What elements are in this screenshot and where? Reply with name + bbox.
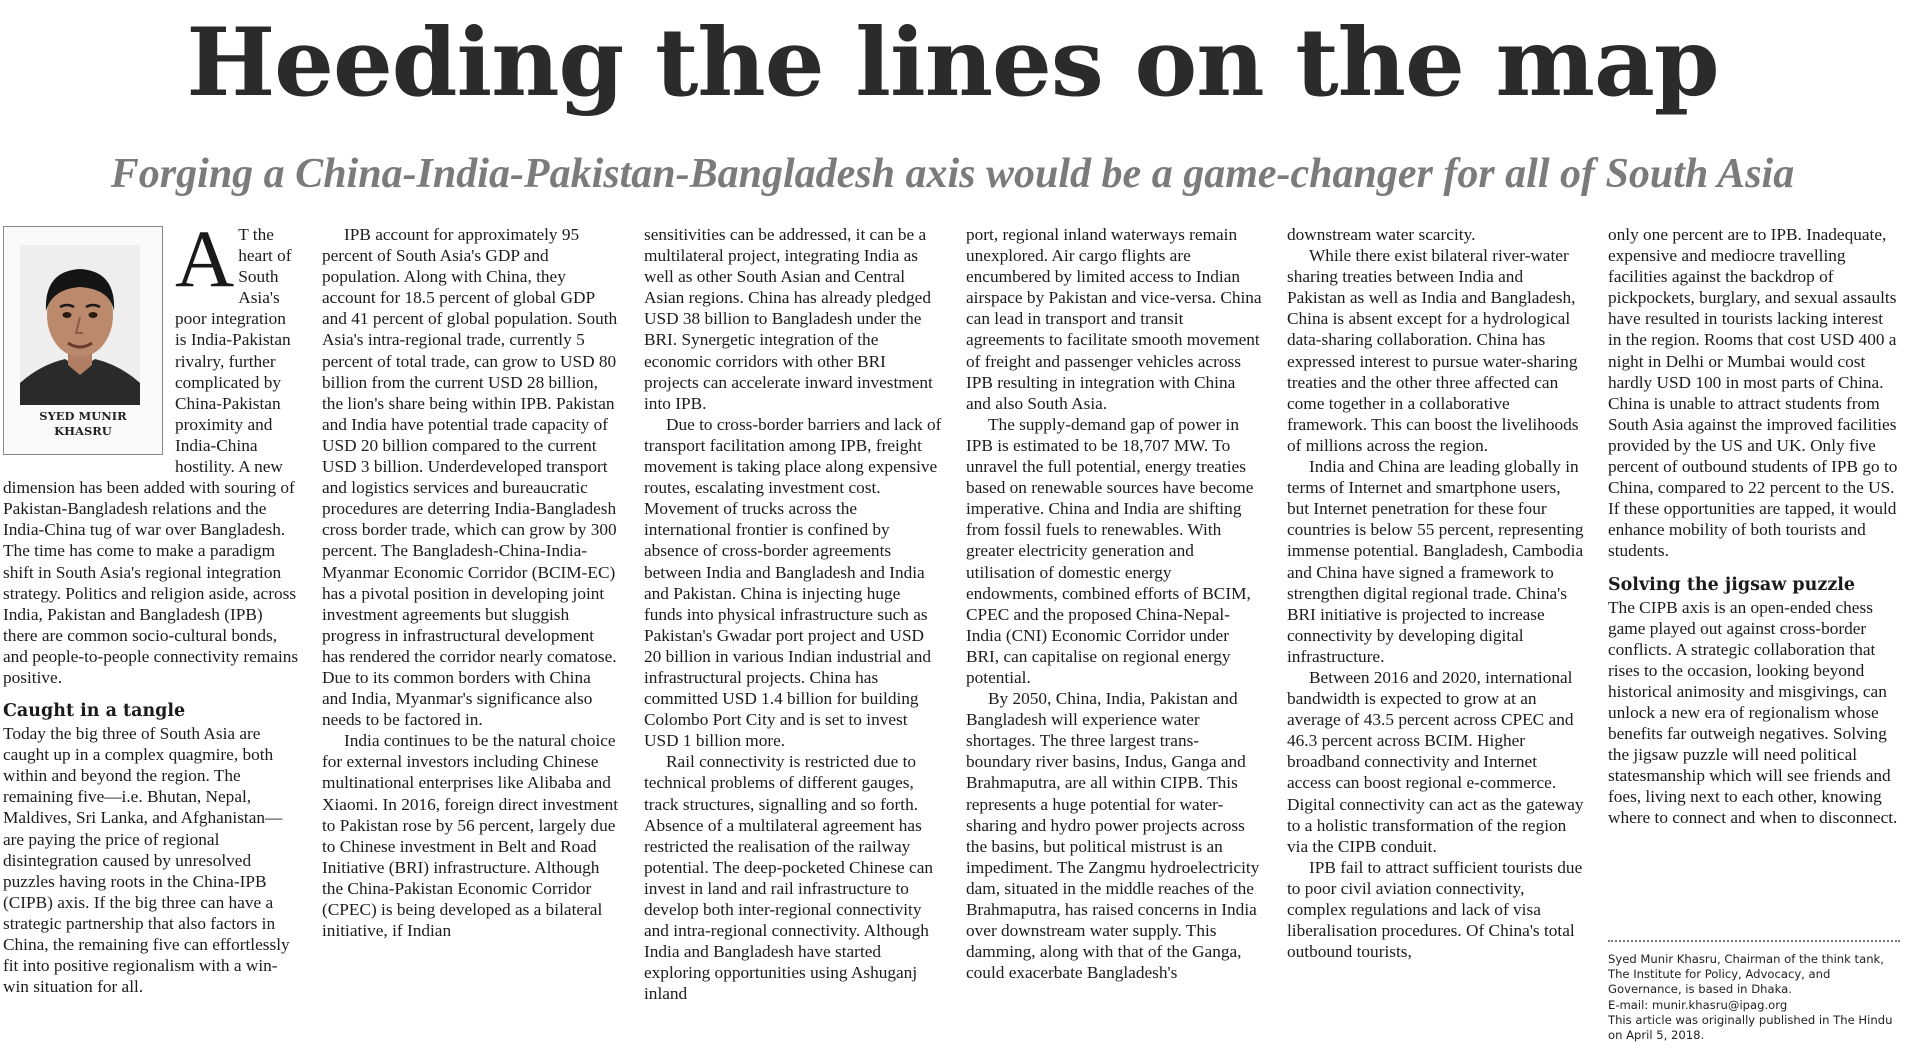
article-column-4 bbox=[966, 224, 1264, 983]
paragraph: port, regional inland waterways remain unexplored. Air cargo flights are encumbered by limited access to Indian airspace by Pakistan and vice-versa. China can lead in transport and transit agreements to facilitate smooth movement of freight and passenger vehicles across IPB resulting in integration with China and also South Asia. bbox=[966, 225, 1262, 413]
paragraph: only one percent are to IPB. Inadequate, expensive and mediocre travelling facilities against the backdrop of pickpockets, burglary, and sexual assaults have resulted in tourists lacking interest in the region. Rooms that cost USD 400 a night in Delhi or Mumbai would cost hardly USD 100 in most parts of China. China is unable to attract students from South Asia against the improved facilities provided by the US and UK. Only five percent of outbound students of IPB go to China, compared to 22 percent to the US. If these opportunities are tapped, it would enhance mobility of both tourists and students. bbox=[1608, 225, 1898, 561]
article-column-3 bbox=[644, 224, 942, 1004]
author-caption bbox=[4, 409, 162, 439]
author-photo bbox=[20, 245, 140, 405]
paragraph: While there exist bilateral river-water sharing treaties between India and Pakistan as well as India and Bangladesh, China is absent except for a hydrological data-sharing collaboration. China has expressed interest to pursue water-sharing treaties and the other three affected can come together in a collaborative framework. This can boost the livelihoods of millions across the region. bbox=[1287, 246, 1579, 455]
publication-note: This article was originally published in The Hindu on April 5, 2018. bbox=[1608, 1012, 1893, 1043]
paragraph: downstream water scarcity. bbox=[1287, 225, 1476, 244]
author-bio bbox=[1608, 940, 1900, 1043]
paragraph: India and China are leading globally in terms of Internet and smartphone users, but Internet penetration for these four countries is below 55 percent, representing immense potential. Bangladesh, Cambodia and China have signed a framework to strengthen digital regional trade. China's BRI initiative is projected to increase connectivity by developing digital infrastructure. bbox=[1287, 457, 1584, 666]
article-column-2 bbox=[322, 224, 619, 941]
paragraph: Between 2016 and 2020, international bandwidth is expected to grow at an average of 43.5 percent across CPEC and 46.3 percent across BCIM. Higher broadband connectivity and Internet access can boost regional e-commerce. Digital connectivity can act as the gateway to a holistic transformation of the region via the CIPB conduit. bbox=[1287, 667, 1584, 856]
article-column-6 bbox=[1608, 224, 1900, 829]
drop-cap: A bbox=[175, 213, 235, 304]
paragraph: Rail connectivity is restricted due to technical problems of different gauges, track structures, signalling and so forth. Absence of a multilateral agreement has restricted the realisation of the railway potential. The deep-pocketed Chinese can invest in land and rail infrastructure to develop both inter-regional connectivity and intra-regional connectivity. Although India and Bangladesh have started exploring opportunities using Ashuganj inland bbox=[644, 752, 934, 1004]
paragraph: IPB fail to attract sufficient tourists due to poor civil aviation connectivity, complex regulations and lack of visa liberalisation procedures. Of China's total outbound tourists, bbox=[1287, 857, 1583, 962]
paragraph: sensitivities can be addressed, it can be a multilateral project, integrating India as well as other South Asian and Central Asian regions. China has already pledged USD 38 billion to Bangladesh under the BRI. Synergetic integration of the economic corridors with other BRI projects can accelerate inward investment into IPB. bbox=[644, 225, 933, 413]
article-column-1 bbox=[3, 213, 299, 997]
paragraph: By 2050, China, India, Pakistan and Bangladesh will experience water shortages. The three largest trans-boundary river basins, Indus, Ganga and Brahmaputra, are all within CIPB. This represents a huge potential for water-sharing and hydro power projects across the basins, but political mistrust is an impediment. The Zangmu hydroelectricity dam, situated in the middle reaches of the Brahmaputra, has raised concerns in India over downstream water supply. This damming, along with that of the Ganga, could exacerbate Bangladesh's bbox=[966, 689, 1260, 983]
author-photo-box bbox=[3, 226, 163, 455]
paragraph: T the heart of South Asia's poor integration is India-Pakistan rivalry, further complicated by China-Pakistan proximity and India-China hostility. A new dimension has been added with souring of Pakistan-Bangladesh relations and the India-China tug of war over Bangladesh. The time has come to make a paradigm shift in South Asia's regional integration strategy. Politics and religion aside, across India, Pakistan and Bangladesh (IPB) there are common socio-cultural bonds, and people-to-people connectivity remains positive. bbox=[3, 225, 299, 687]
author-portrait-icon bbox=[20, 245, 140, 405]
paragraph: The supply-demand gap of power in IPB is estimated to be 18,707 MW. To unravel the full potential, energy treaties based on renewable sources have become imperative. China and India are shifting from fossil fuels to renewables. With greater electricity generation and utilisation of domestic energy endowments, combined efforts of BCIM, CPEC and the proposed China-Nepal-India (CNI) Economic Corridor under BRI, can capitalise on regional energy potential. bbox=[966, 414, 1254, 687]
paragraph: Today the big three of South Asia are caught up in a complex quagmire, both within and beyond the region. The remaining five—i.e. Bhutan, Nepal, Maldives, Sri Lanka, and Afghanistan—are paying the price of regional disintegration caused by unresolved puzzles having roots in the China-IPB (CIPB) axis. If the big three can have a strategic partnership that also factors in China, the remaining five can effortlessly fit into positive regionalism with a win-win situation for all. bbox=[3, 724, 290, 997]
paragraph: Due to cross-border barriers and lack of transport facilitation among IPB, freight movement is taking place along expensive routes, escalating investment cost. Movement of trucks across the international frontier is confined by absence of cross-border agreements between India and Bangladesh and India and Pakistan. China is injecting huge funds into physical infrastructure such as Pakistan's Gwadar port project and USD 20 billion in various Indian industrial and infrastructural projects. China has committed USD 1.4 billion for building Colombo Port City and is set to invest USD 1 billion more. bbox=[644, 414, 942, 751]
section-heading: Solving the jigsaw puzzle bbox=[1608, 574, 1856, 595]
article-column-5 bbox=[1287, 224, 1585, 962]
subheadline: Forging a China-India-Pakistan-Bangladesh axis would be a game-changer for all of South Asia bbox=[110, 151, 1795, 197]
author-caption-line1: SYED MUNIR bbox=[39, 409, 127, 423]
author-bio-line: Syed Munir Khasru, Chairman of the think tank, The Institute for Policy, Advocacy, and Governance, is based in Dhaka. bbox=[1608, 952, 1884, 997]
author-email: E-mail: munir.khasru@ipag.org bbox=[1608, 997, 1788, 1012]
section-heading: Caught in a tangle bbox=[3, 701, 186, 722]
headline: Heeding the lines on the map bbox=[186, 8, 1719, 118]
paragraph: IPB account for approximately 95 percent of South Asia's GDP and population. Along with China, they account for 18.5 percent of global GDP and 41 percent of global population. South Asia's intra-regional trade, currently 5 percent of total trade, can grow to USD 80 billion from the current USD 28 billion, the lion's share being within IPB. Pakistan and India have potential trade capacity of USD 20 billion compared to the current USD 3 billion. Underdeveloped transport and logistics services and bureaucratic procedures are deterring India-Bangladesh cross border trade, which can grow by 300 percent. The Bangladesh-China-India-Myanmar Economic Corridor (BCIM-EC) has a pivotal position in developing joint investment agreements but sluggish progress in infrastructural development has rendered the corridor nearly comatose. Due to its common borders with China and India, Myanmar's significance also needs to be factored in. bbox=[322, 225, 618, 730]
paragraph: The CIPB axis is an open-ended chess game played out against cross-border conflicts. A strategic collaboration that rises to the occasion, looking beyond historical animosity and misgivings, can unlock a new era of regionalism whose benefits far outweigh negatives. Solving the jigsaw puzzle will need political statesmanship which will see friends and foes, living next to each other, knowing where to connect and when to disconnect. bbox=[1608, 597, 1898, 828]
author-caption-line2: KHASRU bbox=[54, 424, 112, 438]
paragraph: India continues to be the natural choice for external investors including Chinese multinational enterprises like Alibaba and Xiaomi. In 2016, foreign direct investment to Pakistan rose by 56 percent, largely due to Chinese investment in Belt and Road Initiative (BRI) infrastructure. Although the China-Pakistan Economic Corridor (CPEC) is being developed as a bilateral initiative, if Indian bbox=[322, 731, 619, 941]
